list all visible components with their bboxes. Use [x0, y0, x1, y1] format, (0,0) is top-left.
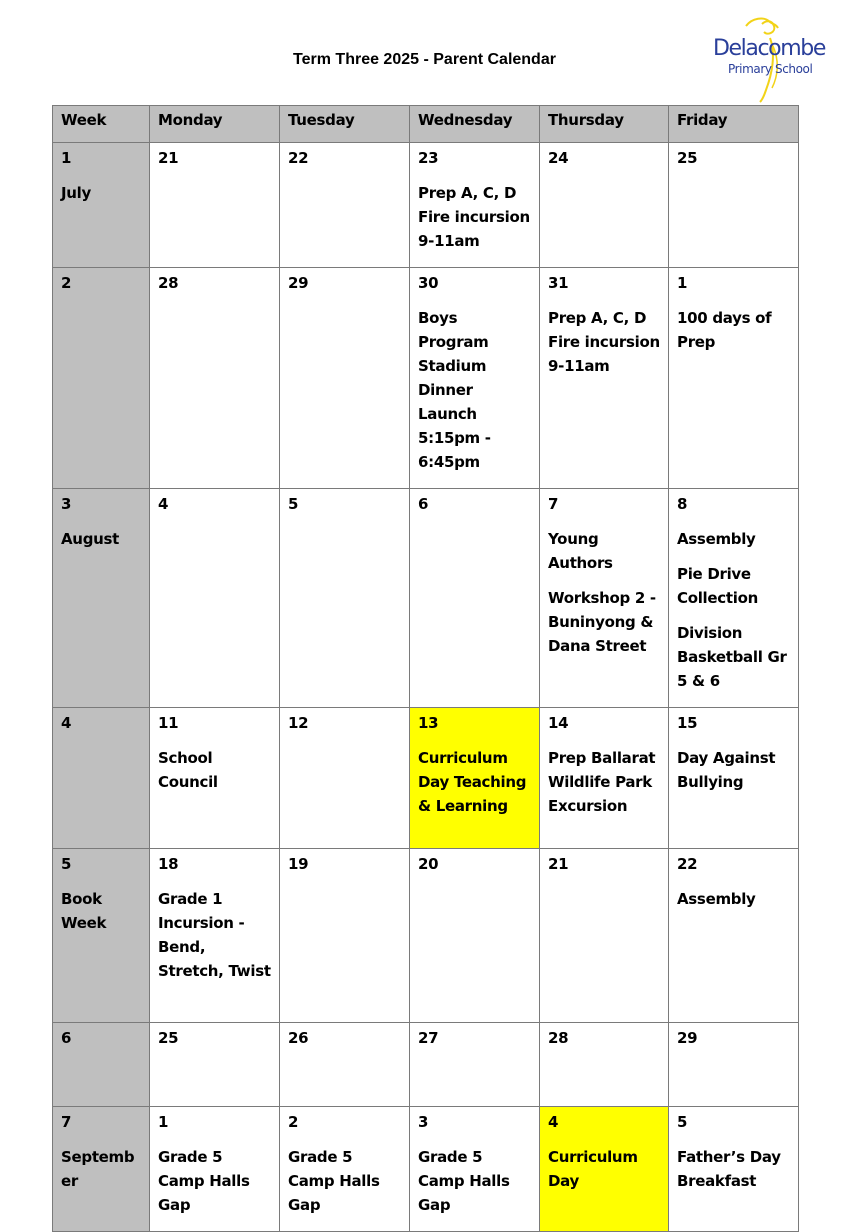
- day-date: 6: [418, 495, 429, 513]
- day-cell-friday: [669, 489, 799, 708]
- week-cell: [53, 268, 150, 489]
- day-cell-tuesday: [280, 143, 410, 268]
- day-event: Grade 5 Camp Halls Gap: [418, 1148, 510, 1214]
- day-cell-wednesday: [410, 1023, 540, 1107]
- day-event: Assembly: [677, 890, 756, 908]
- day-cell-monday: [150, 849, 280, 1023]
- day-cell-thursday: [540, 143, 669, 268]
- week-label: September: [61, 1148, 135, 1190]
- week-cell: [53, 708, 150, 849]
- day-event: Curriculum Day: [548, 1148, 638, 1190]
- day-date: 25: [158, 1029, 179, 1047]
- day-date: 23: [418, 149, 439, 167]
- day-event: School Council: [158, 749, 218, 791]
- day-date: 30: [418, 274, 439, 292]
- day-date: 21: [548, 855, 569, 873]
- day-cell-wednesday: [410, 143, 540, 268]
- day-date: 31: [548, 274, 569, 292]
- day-date: 22: [288, 149, 309, 167]
- day-cell-friday: [669, 1107, 799, 1232]
- day-cell-friday: [669, 849, 799, 1023]
- day-event: Curriculum Day Teaching & Learning: [418, 749, 527, 815]
- day-event: Grade 5 Camp Halls Gap: [288, 1148, 380, 1214]
- day-event: Father’s Day Breakfast: [677, 1148, 781, 1190]
- day-date: 5: [288, 495, 299, 513]
- day-cell-thursday: [540, 1107, 669, 1232]
- day-date: 28: [548, 1029, 569, 1047]
- week-number: 3: [61, 495, 72, 513]
- day-event: Prep A, C, D Fire incursion 9-11am: [418, 184, 530, 250]
- week-cell: [53, 143, 150, 268]
- day-cell-thursday: [540, 708, 669, 849]
- day-date: 27: [418, 1029, 439, 1047]
- day-event: Day Against Bullying: [677, 749, 776, 791]
- day-event: Prep A, C, D Fire incursion 9-11am: [548, 309, 660, 375]
- header-wednesday: Wednesday: [410, 106, 540, 143]
- day-cell-tuesday: [280, 1023, 410, 1107]
- day-cell-wednesday: [410, 489, 540, 708]
- day-date: 14: [548, 714, 569, 732]
- day-cell-monday: [150, 1107, 280, 1232]
- day-date: 15: [677, 714, 698, 732]
- day-date: 4: [548, 1113, 559, 1131]
- week-label: Book Week: [61, 890, 107, 932]
- week-cell: [53, 489, 150, 708]
- day-cell-tuesday: [280, 489, 410, 708]
- week-label: July: [61, 184, 91, 202]
- day-date: 4: [158, 495, 169, 513]
- day-date: 3: [418, 1113, 429, 1131]
- day-date: 19: [288, 855, 309, 873]
- day-date: 29: [677, 1029, 698, 1047]
- day-date: 12: [288, 714, 309, 732]
- day-date: 18: [158, 855, 179, 873]
- day-cell-monday: [150, 489, 280, 708]
- header-friday: Friday: [669, 106, 799, 143]
- day-cell-monday: [150, 708, 280, 849]
- day-date: 1: [677, 274, 688, 292]
- week-number: 2: [61, 274, 72, 292]
- day-cell-thursday: [540, 1023, 669, 1107]
- day-cell-wednesday: [410, 268, 540, 489]
- day-event: Division Basketball Gr 5 & 6: [677, 624, 787, 690]
- week-label: August: [61, 530, 120, 548]
- day-date: 26: [288, 1029, 309, 1047]
- day-date: 2: [288, 1113, 299, 1131]
- school-logo: [706, 14, 830, 104]
- day-cell-thursday: [540, 489, 669, 708]
- day-date: 24: [548, 149, 569, 167]
- day-cell-tuesday: [280, 849, 410, 1023]
- day-date: 1: [158, 1113, 169, 1131]
- header-thursday: Thursday: [540, 106, 669, 143]
- day-date: 13: [418, 714, 439, 732]
- day-cell-friday: [669, 1023, 799, 1107]
- week-cell: [53, 1107, 150, 1232]
- day-cell-tuesday: [280, 708, 410, 849]
- page-title: Term Three 2025 - Parent Calendar: [293, 51, 556, 68]
- day-cell-friday: [669, 268, 799, 489]
- day-date: 7: [548, 495, 559, 513]
- day-date: 11: [158, 714, 179, 732]
- day-cell-thursday: [540, 849, 669, 1023]
- day-date: 8: [677, 495, 688, 513]
- day-event: Prep Ballarat Wildlife Park Excursion: [548, 749, 656, 815]
- header-row: [53, 106, 799, 143]
- header-tuesday: Tuesday: [280, 106, 410, 143]
- day-date: 5: [677, 1113, 688, 1131]
- header-week: Week: [53, 106, 150, 143]
- day-date: 22: [677, 855, 698, 873]
- day-cell-thursday: [540, 268, 669, 489]
- week-row: [53, 1107, 799, 1232]
- week-number: 5: [61, 855, 72, 873]
- day-date: 25: [677, 149, 698, 167]
- week-number: 4: [61, 714, 72, 732]
- day-event: Workshop 2 - Buninyong & Dana Street: [548, 589, 656, 655]
- week-row: [53, 849, 799, 1023]
- day-cell-wednesday: [410, 1107, 540, 1232]
- logo-subtitle: Primary School: [728, 62, 813, 76]
- day-cell-wednesday: [410, 708, 540, 849]
- calendar-body: [53, 143, 799, 1232]
- week-row: [53, 708, 799, 849]
- week-row: [53, 268, 799, 489]
- day-date: 28: [158, 274, 179, 292]
- calendar-table: [52, 105, 799, 1232]
- day-cell-tuesday: [280, 1107, 410, 1232]
- day-cell-wednesday: [410, 849, 540, 1023]
- day-cell-monday: [150, 1023, 280, 1107]
- week-number: 7: [61, 1113, 72, 1131]
- day-cell-tuesday: [280, 268, 410, 489]
- day-cell-friday: [669, 708, 799, 849]
- day-date: 20: [418, 855, 439, 873]
- logo-name: Delacombe: [713, 36, 825, 61]
- week-row: [53, 143, 799, 268]
- day-cell-monday: [150, 143, 280, 268]
- day-event: Boys Program Stadium Dinner Launch 5:15pm - 6:45pm: [418, 309, 491, 471]
- day-event: Grade 5 Camp Halls Gap: [158, 1148, 250, 1214]
- week-cell: [53, 1023, 150, 1107]
- week-number: 1: [61, 149, 72, 167]
- week-row: [53, 489, 799, 708]
- week-cell: [53, 849, 150, 1023]
- day-cell-friday: [669, 143, 799, 268]
- day-event: Assembly: [677, 530, 756, 548]
- week-number: 6: [61, 1029, 72, 1047]
- week-row: [53, 1023, 799, 1107]
- day-event: Pie Drive Collection: [677, 565, 758, 607]
- day-event: 100 days of Prep: [677, 309, 772, 351]
- day-cell-monday: [150, 268, 280, 489]
- day-event: Grade 1 Incursion - Bend, Stretch, Twist: [158, 890, 271, 980]
- day-date: 21: [158, 149, 179, 167]
- day-event: Young Authors: [548, 530, 613, 572]
- header-monday: Monday: [150, 106, 280, 143]
- day-date: 29: [288, 274, 309, 292]
